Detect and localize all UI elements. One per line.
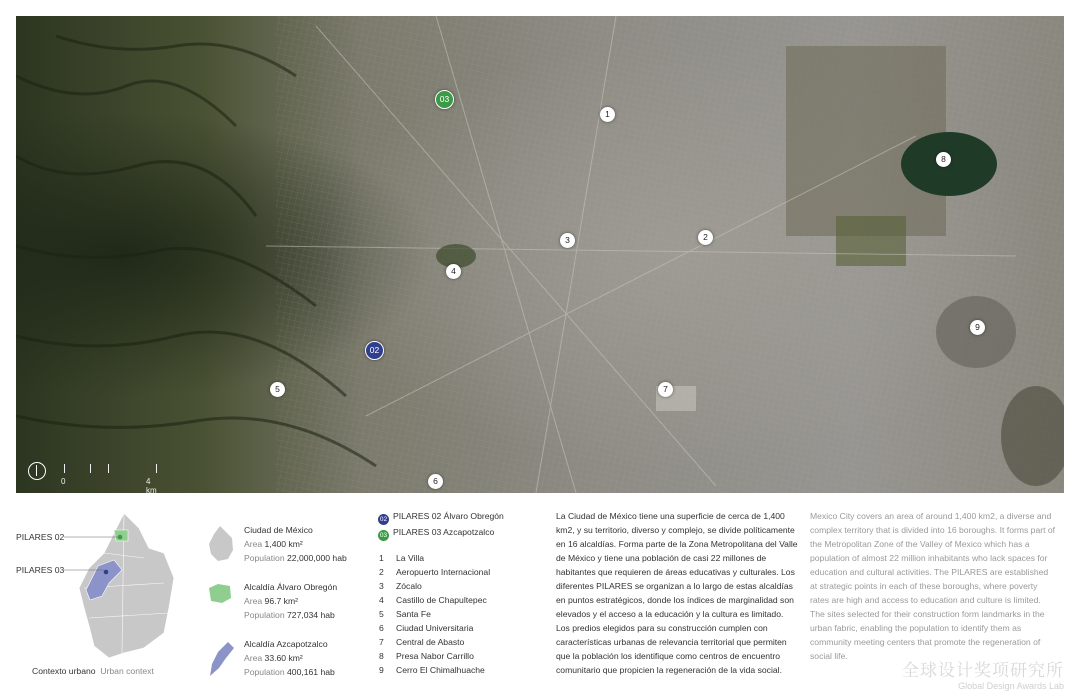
watermark (902, 656, 1064, 691)
map-marker-6[interactable]: 6 (428, 474, 443, 489)
map-marker-7[interactable]: 7 (658, 382, 673, 397)
legend-area: 96.7 km² (264, 596, 298, 606)
scale-tick (156, 464, 157, 473)
map-marker-5[interactable]: 5 (270, 382, 285, 397)
list-item: 4 Castillo de Chapultepec (379, 595, 487, 605)
pilares-03-dot (118, 535, 123, 540)
list-item: 3 Zócalo (379, 581, 422, 591)
pilares-item-03: 03 PILARES 03 Azcapotzalco (379, 527, 495, 539)
map-marker-pilares-03[interactable]: 03 (435, 90, 454, 109)
context-label-pilares-02: PILARES 02 (16, 532, 65, 542)
pilares-list (378, 509, 504, 541)
map-marker-1[interactable]: 1 (600, 107, 615, 122)
pilares-02-dot (104, 570, 109, 575)
scale-tick (108, 464, 109, 473)
list-item: 2 Aeropuerto Internacional (379, 567, 491, 577)
map-marker-pilares-02[interactable]: 02 (365, 341, 384, 360)
legend-name: Ciudad de México (244, 525, 313, 535)
cdmx-legend-icon (206, 524, 236, 564)
pilares-02-badge: 02 (379, 516, 388, 523)
legend-cdmx: Ciudad de México Area 1,400 km² Population 22,000,000 hab (244, 525, 347, 563)
description-spanish: La Ciudad de México tiene una superficie de cerca de 1,400 km2, y su territorio, diverso y complejo, se divide políticamente en 16 alcaldías. Forma parte de la Zona Metropolitana del Valle de México y tiene una población de casi 22 millones de habitantes que requieren de áreas educativas y culturales. Los diferentes PILARES se organizan a lo largo de estas alcaldías en puntos estratégicos, donde los índices de marginalidad son elevados y el acceso a la educación y la cultura es limitado. Los predios elegidos para su construcción cumplen con características urbanas de relevancia territorial que permiten que la población los identifique como centros de encuentro comunitario que propicien la regeneración de la vida social. (556, 511, 798, 675)
context-label-pilares-03: PILARES 03 (16, 565, 65, 575)
legend-name: Alcaldía Álvaro Obregón (244, 582, 338, 592)
legend-area: 1,400 km² (264, 539, 303, 549)
context-caption (32, 664, 154, 678)
list-item: 9 Cerro El Chimalhuache (379, 665, 485, 675)
watermark-en: Global Design Awards Lab (958, 681, 1064, 691)
list-item: 1 La Villa (379, 553, 425, 563)
legend-area: 33.60 km² (264, 653, 303, 663)
legend-population: 22,000,000 hab (287, 553, 347, 563)
north-arrow-icon (28, 462, 46, 480)
landmarks-list (379, 551, 490, 677)
legend-alvaro-obregon: Alcaldía Álvaro Obregón Area 96.7 km² Population 727,034 hab (244, 582, 338, 620)
scale-tick (64, 464, 65, 473)
satellite-map (16, 16, 1064, 493)
satellite-imagery (16, 16, 1064, 493)
scale-tick (90, 464, 91, 473)
azcapotzalco-legend-icon (206, 640, 236, 678)
description-english: Mexico City covers an area of around 1,400 km2, a diverse and complex territory that is divided into 16 boroughs. It forms part of the Metropolitan Zone of the Valley of Mexico which has a population of almost 22 million inhabitants who lack spaces for education and cultural activities. The PILARES are established at strategic points in each of these boroughs, where poverty rates are high and access to education and culture is limited. The sites selected for their construction form landmarks in the urban fabric, enabling the population to identify them as community meeting centers that promote the regeneration of social life. (810, 511, 1056, 661)
list-item: 8 Presa Nabor Carrillo (379, 651, 474, 661)
caption-en: Urban context (100, 666, 154, 676)
list-item: 6 Ciudad Universitaria (379, 623, 474, 633)
legend-population: 727,034 hab (287, 610, 335, 620)
scale-distance-label: 4 km (146, 477, 157, 495)
caption-es: Contexto urbano (32, 666, 96, 676)
watermark-cn: 全球设计奖项研究所 (902, 661, 1064, 681)
legend-azcapotzalco: Alcaldía Azcapotzalco Area 33.60 km² Population 400,161 hab (244, 639, 335, 677)
list-item: 5 Santa Fe (379, 609, 431, 619)
scale-zero-label: 0 (61, 477, 66, 486)
map-marker-2[interactable]: 2 (698, 230, 713, 245)
map-marker-4[interactable]: 4 (446, 264, 461, 279)
list-item: 7 Central de Abasto (379, 637, 465, 647)
map-marker-8[interactable]: 8 (936, 152, 951, 167)
alvaro-obregon-legend-icon (206, 582, 234, 606)
map-marker-3[interactable]: 3 (560, 233, 575, 248)
map-marker-9[interactable]: 9 (970, 320, 985, 335)
legend-population: 400,161 hab (287, 667, 335, 677)
legend-name: Alcaldía Azcapotzalco (244, 639, 328, 649)
pilares-03-badge: 03 (379, 532, 388, 539)
pilares-item-02: 02 PILARES 02 Álvaro Obregón (379, 511, 504, 523)
